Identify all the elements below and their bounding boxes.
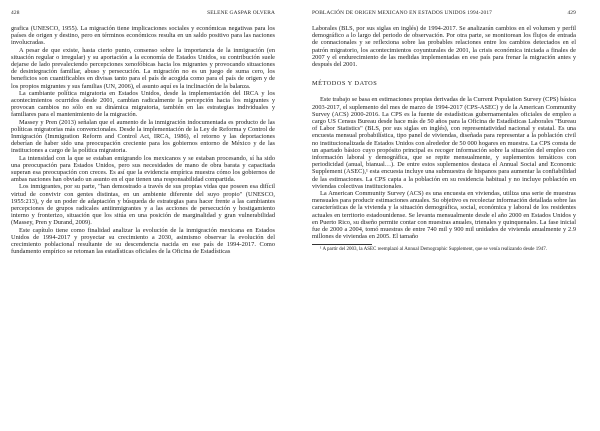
paragraph: Este capítulo tiene como finalidad analizar la evolución de la inmigración mexicana en Estados Unidos de 1994-2017 y proyectar su crecimiento a 2030, asimismo observar la evolución del crecimiento poblacional resultante de su descendencia nacida en ese país de 1994-2017. Como fundamento empírico se retoman las estadísticas oficiales de la Oficina de Estadísticas [11,226,275,256]
paragraph: Massey y Pren (2013) señalan que el aumento de la inmigración indocumentada es producto de las políticas migratorias más convencionales. Desde la implementación de la Ley de Reforma y Control de Inmigración (Immigration Reform and Control Act, IRCA, 1986), el retorno y las deportaciones deberían de haber sido una preocupación creciente para los gobiernos entorno de México y de las instituciones a cargo de la política migratoria. [11,118,275,155]
left-running-title: SELENE GASPAR OLVERA [207,10,275,16]
paragraph: grafica (UNESCO, 1955). La migración tiene implicaciones sociales y económicas negativas para los países de origen y destino, pero en términos económicos resulta en un saldo positivo para las naciones involucradas. [11,25,275,47]
left-running-head [11,10,275,19]
right-page-number: 429 [567,10,576,16]
paragraph: A pesar de que existe, hasta cierto punto, consenso sobre la importancia de la inmigración (en situación regular o irregular) y su aportación a la economía de Estados Unidos, su contribución suele dejarse de lado prevaleciendo percepciones xenofóbicas hacia los migrantes y provocando situaciones de desintegración familiar, abuso y persecución. La migración no es un juego de suma cero, los beneficios son cuantificables en divisas tanto para el país de acogida como para el país de origen y de los propios migrantes y sus familias (UN, 2006), el asunto aquí es la inclinación de la balanza. [11,46,275,90]
footnote: ¹ A partir del 2003, la ASEC reemplazó al Annual Demographic Supplement, que se venía realizando desde 1947. [320,247,547,253]
right-body-text [312,25,576,240]
paragraph: Este trabajo se basa en estimaciones propias derivadas de la Current Population Survey (CPS) básica 2003-2017, el suplemento del mes de marzo de 1994-2017 (CPS-ASEC) y de la American Community Survey (ACS) 2000-2016. La CPS es la fuente de estadísticas gubernamentales oficiales de empleo a cargo US Census Bureau desde hace más de 50 años para la Oficina de Estadísticas Laborales "Bureau of Labor Statistics" (BLS, por sus siglas en inglés), con representatividad nacional y estatal. Es una encuesta mensual probabilística, tipo panel de viviendas, diseñada para representar a la población civil no institucionalizada de Estados Unidos con alrededor de 50 000 hogares en muestra. La CPS consta de un apartado básico cuyo propósito principal es recoger información sobre la situación del empleo con información laboral y demográfica, que se repite mensualmente, y suplementos temáticos con periodicidad (anual, bianual…). De entre estos suplementos destaca el Annual Social and Economic Supplement (ASEC),¹ esta encuesta incluye una submuestra de hispanos para aumentar la confiabilidad de las estimaciones. La CPS capta a la población en su residencia habitual y no incluye población en viviendas colectivas institucionales. [312,96,576,190]
left-body-text [11,25,275,256]
left-page-number: 428 [11,10,20,16]
left-page [11,10,275,256]
right-running-title: POBLACIÓN DE ORIGEN MEXICANO EN ESTADOS UNIDOS 1994-2017 [312,10,493,16]
right-running-head [312,10,576,19]
paragraph: La cambiante política migratoria en Estados Unidos, desde la implementación del IRCA y los acontecimientos ocurridos desde 2001, cambian radicalmente la percepción hacia los migrantes y provocan cambios no sólo en su dinámica migratoria, también en las estrategias individuales y familiares para el mantenimiento de la migración. [11,89,275,119]
footnote-divider [312,244,372,245]
paragraph: La American Community Survey (ACS) es una encuesta en viviendas, utiliza una serie de muestras mensuales para producir estimaciones anuales. Su objetivo es recolectar información detallada sobre las características de la vivienda y la situación demográfica, social, económica y laboral de los residentes actuales en territorio estadounidense. Se levanta mensualmente desde el año 2000 en Estados Unidos y en Puerto Rico, su diseño permite contar con muestras anuales, trienales y quinquenales. La fase inicial fue de 2000 a 2004, tomó muestras de entre 740 mil y 900 mil unidades de vivienda anualmente y 2.9 millones de viviendas en 2005. El tamaño [312,190,576,241]
section-heading: MÉTODOS Y DATOS [312,80,378,88]
paragraph: La intensidad con la que se estaban emigrando los mexicanos y se estaban procesando, sí ha sido una preocupación para Estados Unidos, pero sus necesidades de mano de obra barata y capacitada superan esa preocupación con creces. Es así que la evidencia empírica muestra cómo los gobiernos de ambas naciones han obviado un asunto en el que tienen una responsabilidad compartida. [11,154,275,184]
paragraph: Los inmigrantes, por su parte, "han demostrado a través de sus propias vidas que poseen esa difícil virtud de convivir con gentes distintas, en un ambiente diferente del suyo propio" (UNESCO, 1955:213), y de un poder de adaptación y búsqueda de estrategias para hacer frente a las cambiantes percepciones de grupos radicales antiinmigrantes y a las acciones de persecución y hostigamiento interno y fronterizo, situación que los sitúa en una posición de marginalidad y gran vulnerabilidad (Massey, Pren y Durand, 2009). [11,183,275,227]
paragraph: Laborales (BLS, por sus siglas en inglés) de 1994-2017. Se analizarán cambios en el volumen y perfil demográfico a lo largo del periodo de observación. Por otra parte, se monitorean los flujos de entrada de connacionales y se reflexiona sobre las probables relaciones entre los cambios detectados en el patrón migratorio, los acontecimientos coyunturales de 2001, la crisis económica iniciada a finales de 2007 y el endurecimiento de las medidas implementadas en ese país para frenar la migración antes y después del 2001. [312,25,576,69]
right-page [312,10,576,253]
